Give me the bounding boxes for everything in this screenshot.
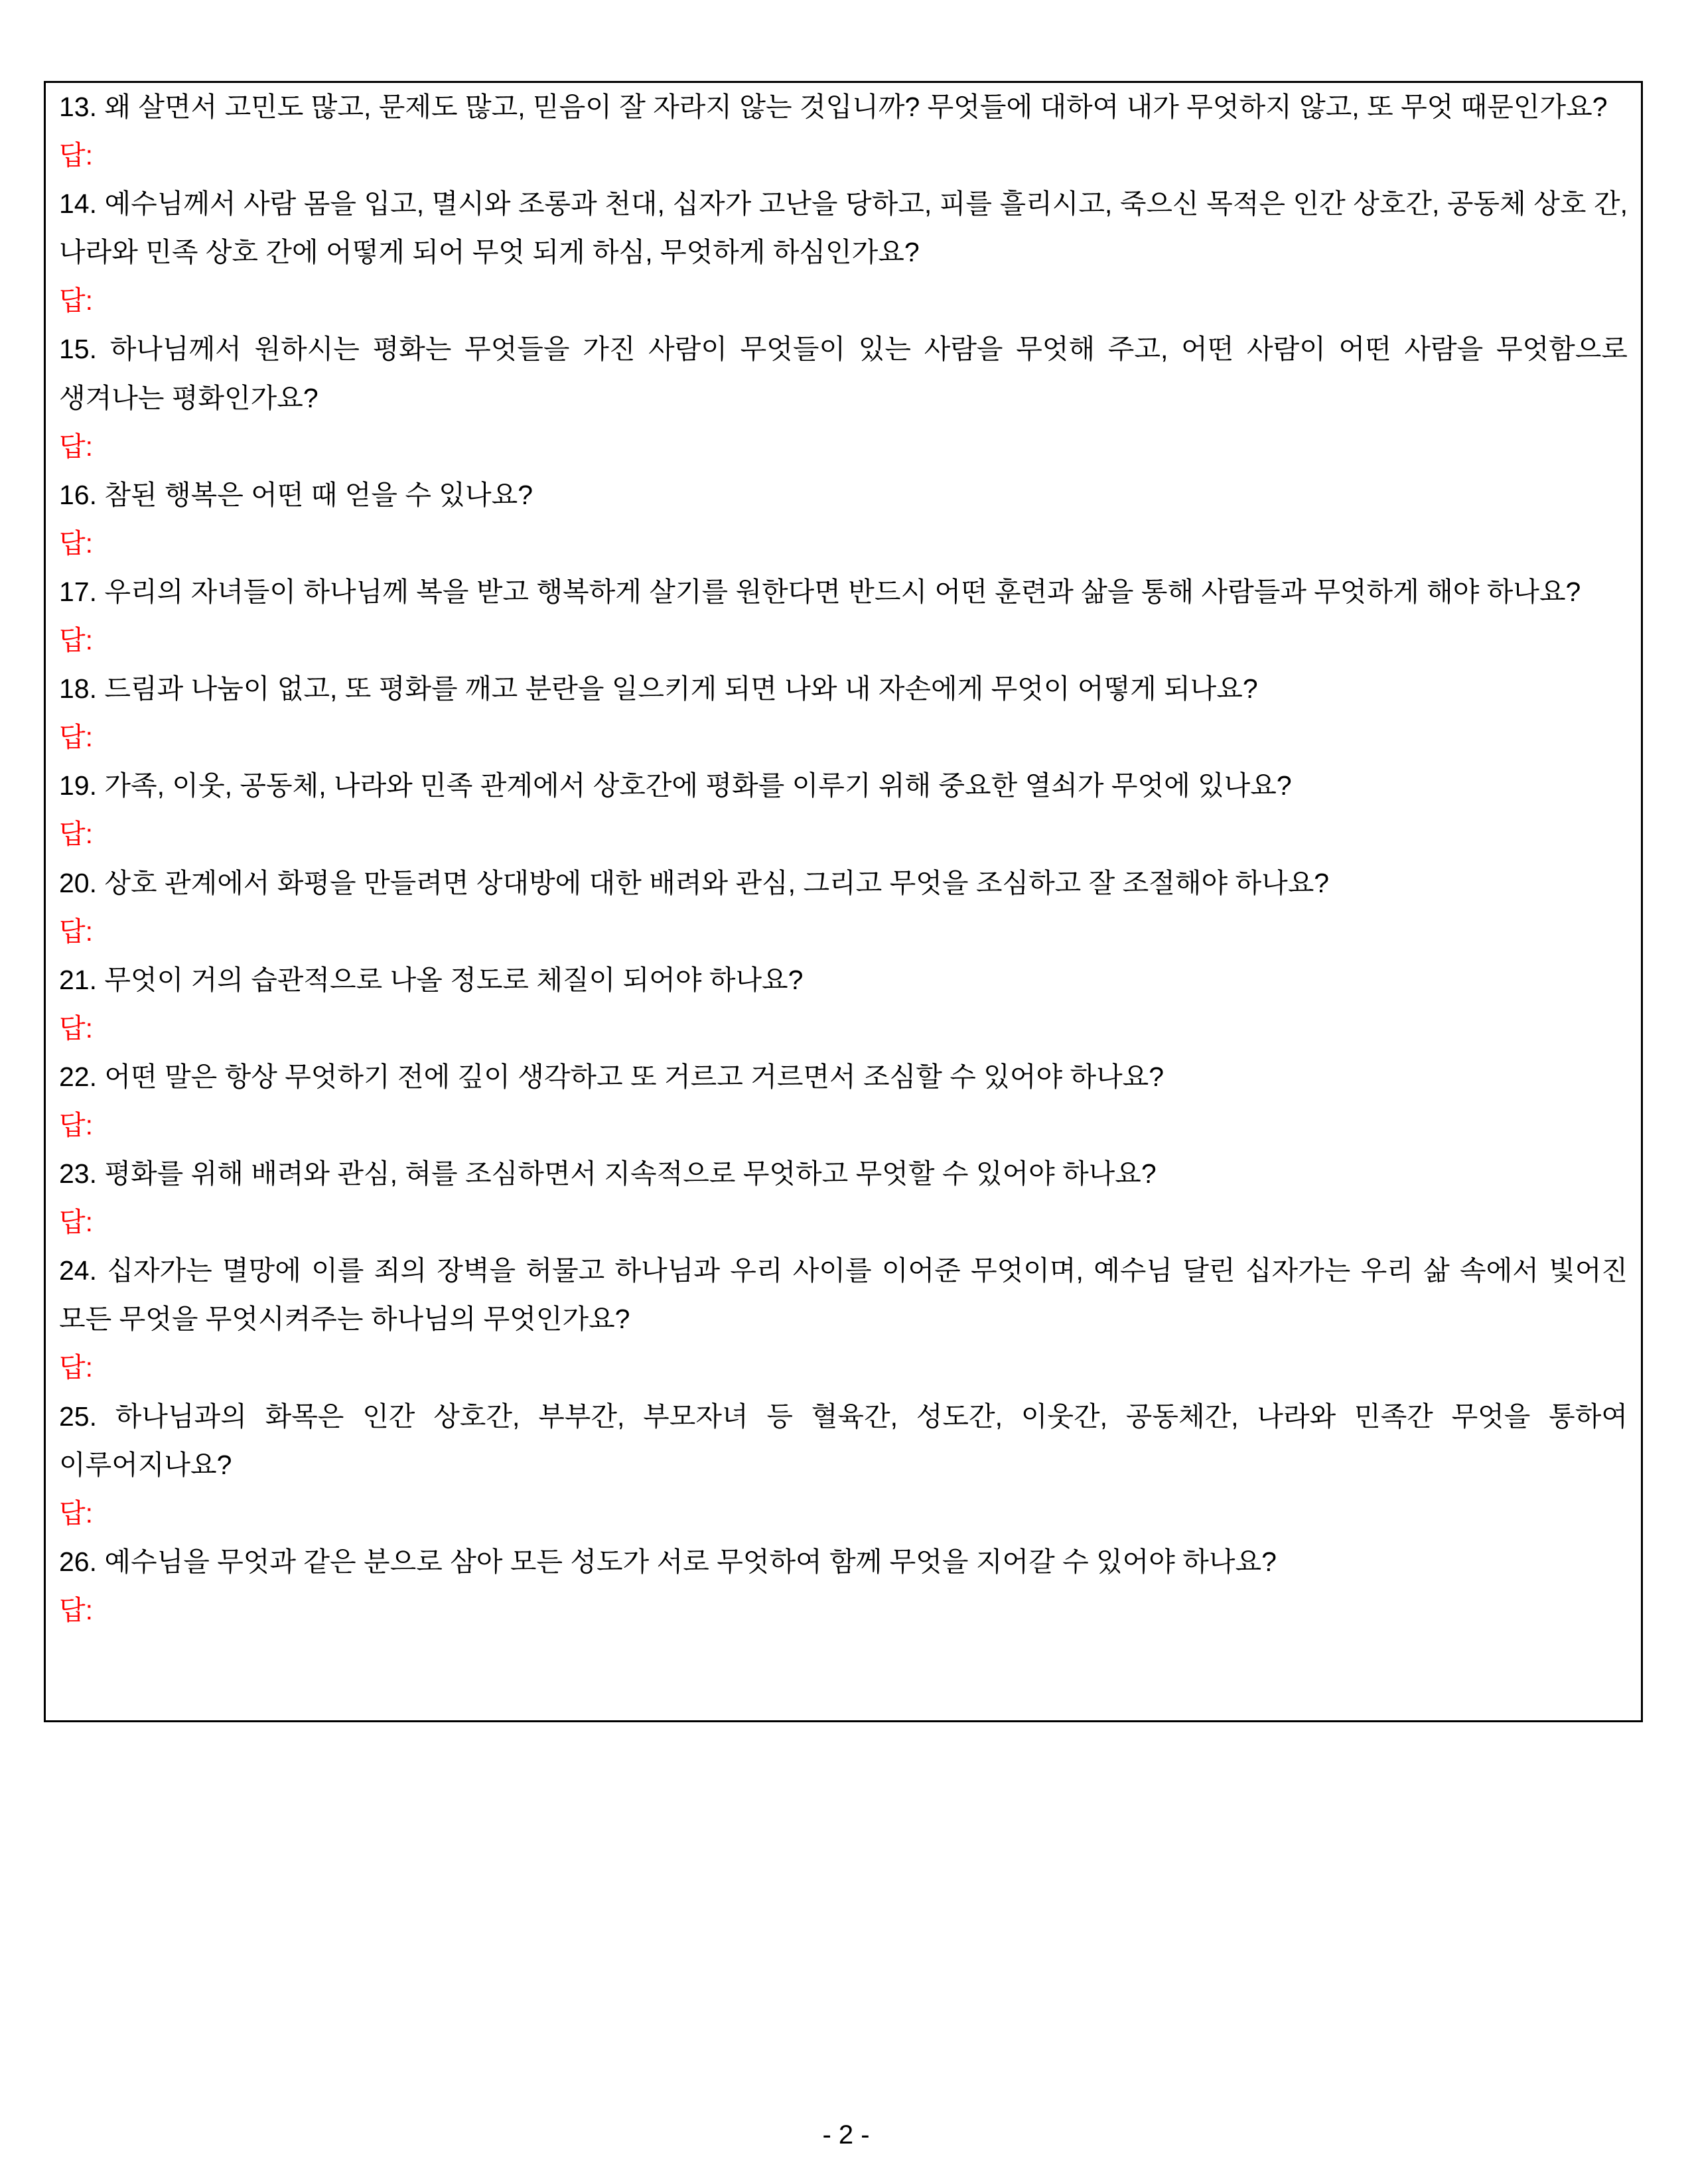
question-text: 24. 십자가는 멸망에 이를 죄의 장벽을 허물고 하나님과 우리 사이를 이어준 무엇이며, 예수님 달린 십자가는 우리 삶 속에서 빛어진 모든 무엇을 무엇시켜주는 하나님의 무엇인가요? [59,1255,1628,1335]
answer-label: 답: [59,1497,93,1529]
answer-label: 답: [59,1352,93,1383]
answer-label: 답: [59,625,93,656]
answer-label: 답: [59,1207,93,1238]
answer-label: 답: [59,285,93,316]
question-text: 19. 가족, 이웃, 공동체, 나라와 민족 관계에서 상호간에 평화를 이루기 위해 중요한 열쇠가 무엇에 있나요? [59,770,1292,801]
answer-label: 답: [59,1109,93,1140]
worksheet-box [44,81,1643,1722]
answer-label: 답: [59,140,93,171]
question-text: 21. 무엇이 거의 습관적으로 나올 정도로 체질이 되어야 하나요? [59,964,804,995]
answer-label: 답: [59,1594,93,1625]
question-text: 23. 평화를 위해 배려와 관심, 혀를 조심하면서 지속적으로 무엇하고 무엇할 수 있어야 하나요? [59,1158,1157,1190]
answer-label: 답: [59,527,93,559]
question-text: 16. 참된 행복은 어떤 때 얻을 수 있나요? [59,479,533,510]
question-text: 14. 예수님께서 사람 몸을 입고, 멸시와 조롱과 천대, 십자가 고난을 당하고, 피를 흘리시고, 죽으신 목적은 인간 상호간, 공동체 상호 간, 나라와 민족 상호 간에 어떻게 되어 무엇 되게 하심, 무엇하게 하심인가요? [59,188,1628,268]
answer-label: 답: [59,819,93,850]
answer-label: 답: [59,431,93,462]
question-text: 18. 드림과 나눔이 없고, 또 평화를 깨고 분란을 일으키게 되면 나와 내 자손에게 무엇이 어떻게 되나요? [59,673,1258,705]
answer-label: 답: [59,916,93,947]
answer-label: 답: [59,1012,93,1044]
page-number: - 2 - [822,2120,870,2150]
question-text: 26. 예수님을 무엇과 같은 분으로 삼아 모든 성도가 서로 무엇하여 함께 무엇을 지어갈 수 있어야 하나요? [59,1546,1277,1577]
answer-label: 답: [59,722,93,753]
question-text: 20. 상호 관계에서 화평을 만들려면 상대방에 대한 배려와 관심, 그리고 무엇을 조심하고 잘 조절해야 하나요? [59,867,1330,898]
question-text: 25. 하나님과의 화목은 인간 상호간, 부부간, 부모자녀 등 혈육간, 성도간, 이웃간, 공동체간, 나라와 민족간 무엇을 통하여 이루어지나요? [59,1400,1628,1480]
question-text: 13. 왜 살면서 고민도 많고, 문제도 많고, 믿음이 잘 자라지 않는 것입니까? 무엇들에 대하여 내가 무엇하지 않고, 또 무엇 때문인가요? [59,92,1608,122]
question-text: 22. 어떤 말은 항상 무엇하기 전에 깊이 생각하고 또 거르고 거르면서 조심할 수 있어야 하나요? [59,1061,1164,1092]
question-text: 15. 하나님께서 원하시는 평화는 무엇들을 가진 사람이 무엇들이 있는 사람을 무엇해 주고, 어떤 사람이 어떤 사람을 무엇함으로 생겨나는 평화인가요? [59,334,1628,413]
question-text: 17. 우리의 자녀들이 하나님께 복을 받고 행복하게 살기를 원한다면 반드시 어떤 훈련과 삶을 통해 사람들과 무엇하게 해야 하나요? [59,576,1581,607]
